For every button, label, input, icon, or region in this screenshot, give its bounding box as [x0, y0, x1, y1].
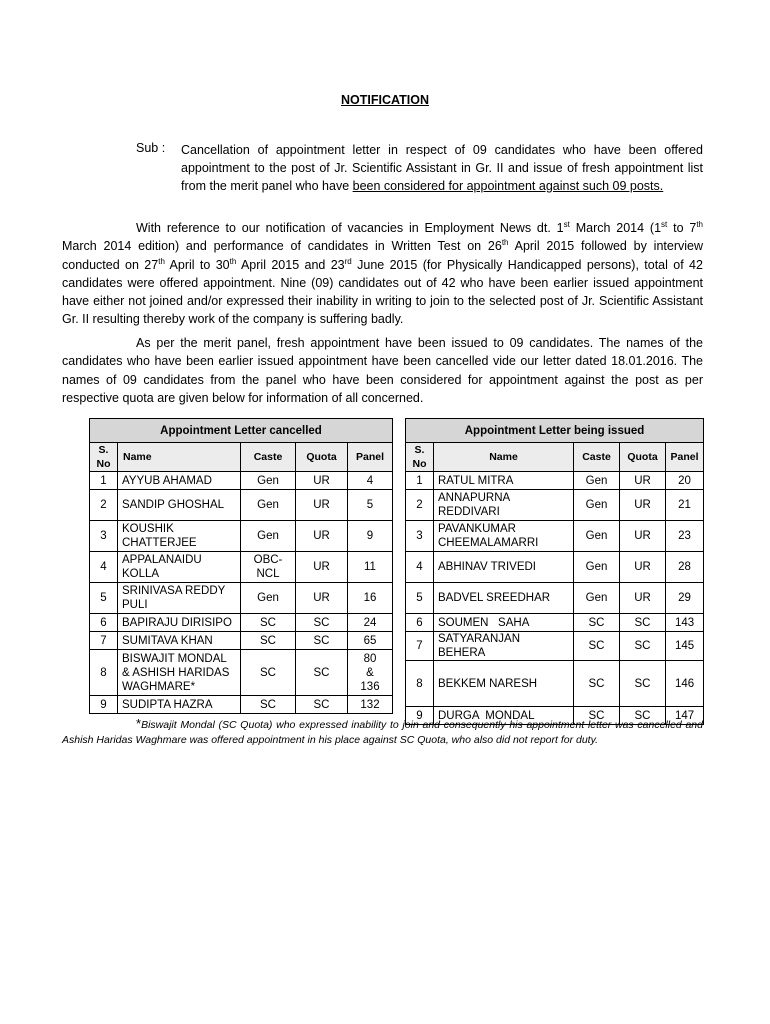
cell-caste: OBC-NCL — [241, 552, 296, 583]
cell-quota: UR — [296, 490, 348, 521]
cell-caste: Gen — [241, 521, 296, 552]
cell-sno: 5 — [406, 583, 434, 614]
cell-quota: SC — [620, 614, 666, 632]
cell-sno: 2 — [90, 490, 118, 521]
cell-quota: SC — [296, 632, 348, 650]
cell-panel: 65 — [348, 632, 393, 650]
cell-quota: SC — [296, 614, 348, 632]
cell-caste: Gen — [574, 521, 620, 552]
cell-name: BADVEL SREEDHAR — [434, 583, 574, 614]
table-row — [90, 650, 393, 696]
cell-name: SUDIPTA HAZRA — [118, 696, 241, 714]
cell-sno: 5 — [90, 583, 118, 614]
cell-sno: 7 — [90, 632, 118, 650]
cell-panel: 29 — [666, 583, 704, 614]
cell-sno: 4 — [406, 552, 434, 583]
cell-name: SRINIVASA REDDY PULI — [118, 583, 241, 614]
p1-text-6: April to 30 — [164, 257, 230, 272]
cell-sno: 1 — [90, 472, 118, 490]
cell-caste: SC — [574, 614, 620, 632]
p1-sup-1: st — [563, 220, 570, 229]
table-row — [90, 521, 393, 552]
cell-name: KOUSHIK CHATTERJEE — [118, 521, 241, 552]
cell-caste: Gen — [241, 490, 296, 521]
p1-text-5: April 2015 followed by interview conducted on 27 — [62, 239, 704, 272]
cell-panel: 80 & 136 — [348, 650, 393, 696]
cell-name: SOUMEN SAHA — [434, 614, 574, 632]
cell-caste: SC — [241, 614, 296, 632]
table-row — [406, 521, 704, 552]
cell-caste: Gen — [574, 490, 620, 521]
cell-sno: 4 — [90, 552, 118, 583]
footnote-star: * — [136, 716, 142, 731]
table-row — [90, 552, 393, 583]
cell-sno: 3 — [406, 521, 434, 552]
cell-quota: SC — [620, 661, 666, 707]
cell-name: RATUL MITRA — [434, 472, 574, 490]
cell-caste: SC — [241, 696, 296, 714]
col-header-panel: Panel — [666, 443, 704, 472]
col-header-quota: Quota — [620, 443, 666, 472]
cell-quota: SC — [296, 696, 348, 714]
cell-caste: Gen — [574, 552, 620, 583]
cell-panel: 9 — [348, 521, 393, 552]
cell-quota: SC — [296, 650, 348, 696]
p1-text-1: With reference to our notification of vacancies in Employment News dt. 1 — [136, 221, 564, 235]
p1-sup-2: st — [661, 220, 668, 229]
subject-text-main: Cancellation of appointment letter in respect of 09 candidates who have been offered appointment to the post of Jr. Scientific Assistant in Gr. II and issue of fresh appointment list from the merit panel who have — [181, 143, 703, 193]
cell-sno: 9 — [90, 696, 118, 714]
cell-quota: UR — [620, 490, 666, 521]
cell-quota: UR — [620, 552, 666, 583]
col-header-panel: Panel — [348, 443, 393, 472]
cell-panel: 24 — [348, 614, 393, 632]
cell-sno: 8 — [90, 650, 118, 696]
col-header-name: Name — [434, 443, 574, 472]
table-row — [90, 696, 393, 714]
table-row — [90, 583, 393, 614]
table-row — [406, 614, 704, 632]
p1-text-4: March 2014 edition) and performance of candidates in Written Test on 26 — [62, 239, 502, 254]
subject-label: Sub : — [136, 141, 166, 155]
cell-panel: 16 — [348, 583, 393, 614]
cell-panel: 4 — [348, 472, 393, 490]
table-row — [406, 583, 704, 614]
table-row — [406, 632, 704, 661]
cell-panel: 28 — [666, 552, 704, 583]
cell-sno: 2 — [406, 490, 434, 521]
table-row — [90, 472, 393, 490]
cell-caste: Gen — [241, 583, 296, 614]
cancelled-table-caption: Appointment Letter cancelled — [90, 419, 393, 443]
p1-sup-4: th — [501, 238, 509, 248]
cell-panel: 21 — [666, 490, 704, 521]
p1-sup-6: th — [229, 256, 237, 266]
cell-caste: SC — [574, 707, 620, 725]
table-row — [406, 490, 704, 521]
cell-panel: 23 — [666, 521, 704, 552]
p1-text-2: March 2014 (1 — [569, 221, 662, 235]
cell-name: SUMITAVA KHAN — [118, 632, 241, 650]
cell-panel: 132 — [348, 696, 393, 714]
cell-panel: 145 — [666, 632, 704, 661]
cell-caste: SC — [574, 661, 620, 707]
cell-caste: SC — [574, 632, 620, 661]
footnote-text: Biswajit Mondal (SC Quota) who expressed inability to join and consequently his appointment letter was cancelled and Ashish Haridas Waghmare was offered appointment in his place against SC Quota, who also did not report for duty. — [62, 719, 703, 746]
table-row — [406, 661, 704, 707]
cell-panel: 5 — [348, 490, 393, 521]
col-header-caste: Caste — [241, 443, 296, 472]
page-title: NOTIFICATION — [341, 93, 429, 107]
cell-sno: 6 — [90, 614, 118, 632]
paragraph-merit-panel: As per the merit panel, fresh appointment have been issued to 09 candidates. The names of the candidates who have been earlier issued appointment have been cancelled vide our letter dated 18.01.2016. The names of 09 candidates from the panel who have been considered for appointment against the post as per respective quota are given below for information of all concerned. — [62, 336, 703, 405]
cell-quota: UR — [296, 521, 348, 552]
cell-caste: Gen — [241, 472, 296, 490]
table-row — [90, 614, 393, 632]
issued-table — [405, 418, 704, 725]
cell-sno: 1 — [406, 472, 434, 490]
cell-name: APPALANAIDU KOLLA — [118, 552, 241, 583]
col-header-caste: Caste — [574, 443, 620, 472]
cell-quota: SC — [620, 707, 666, 725]
cell-caste: Gen — [574, 583, 620, 614]
table-row — [406, 472, 704, 490]
cell-quota: UR — [296, 583, 348, 614]
col-header-quota: Quota — [296, 443, 348, 472]
cell-name: BEKKEM NARESH — [434, 661, 574, 707]
cell-panel: 147 — [666, 707, 704, 725]
cell-quota: UR — [296, 552, 348, 583]
p1-text-8: June 2015 (for Physically Handicapped persons), total of 42 candidates were offered appointment. Nine (09) candidates out of 42 who have been earlier issued appointment have either not joined and/or expressed their inability in writing to join to the selected post of Jr. Scientific Assistant Gr. II resulting thereby work of the company is suffering badly. — [62, 257, 703, 327]
cell-sno: 8 — [406, 661, 434, 707]
p1-text-3: to 7 — [667, 221, 697, 235]
cancelled-table — [89, 418, 393, 714]
table-row — [90, 490, 393, 521]
cell-quota: UR — [620, 583, 666, 614]
cell-name: ABHINAV TRIVEDI — [434, 552, 574, 583]
cell-caste: SC — [241, 632, 296, 650]
table-row — [406, 552, 704, 583]
table-row — [90, 632, 393, 650]
cell-name: AYYUB AHAMAD — [118, 472, 241, 490]
cell-name: ANNAPURNA REDDIVARI — [434, 490, 574, 521]
p1-sup-5: th — [158, 256, 165, 266]
subject-text — [181, 141, 703, 195]
cell-panel: 11 — [348, 552, 393, 583]
cell-panel: 20 — [666, 472, 704, 490]
cell-name: SANDIP GHOSHAL — [118, 490, 241, 521]
paragraph-reference — [62, 219, 703, 329]
cell-sno: 3 — [90, 521, 118, 552]
col-header-sno: S. No — [406, 443, 434, 472]
cell-quota: UR — [296, 472, 348, 490]
cell-quota: UR — [620, 521, 666, 552]
p1-text-7: April 2015 and 23 — [236, 257, 345, 272]
cell-panel: 146 — [666, 661, 704, 707]
cell-sno: 6 — [406, 614, 434, 632]
cell-name: DURGA MONDAL — [434, 707, 574, 725]
subject-text-underlined: been considered for appointment against such 09 posts. — [352, 179, 664, 193]
cell-name: SATYARANJAN BEHERA — [434, 632, 574, 661]
cell-quota: UR — [620, 472, 666, 490]
p1-sup-3: th — [696, 220, 703, 229]
cell-caste: SC — [241, 650, 296, 696]
cell-name: PAVANKUMAR CHEEMALAMARRI — [434, 521, 574, 552]
cell-sno: 7 — [406, 632, 434, 661]
footnote — [62, 716, 703, 748]
cell-panel: 143 — [666, 614, 704, 632]
cell-quota: SC — [620, 632, 666, 661]
p1-sup-7: rd — [344, 256, 352, 266]
cell-sno: 9 — [406, 707, 434, 725]
cell-name: BAPIRAJU DIRISIPO — [118, 614, 241, 632]
issued-table-caption: Appointment Letter being issued — [406, 419, 704, 443]
col-header-name: Name — [118, 443, 241, 472]
cell-caste: Gen — [574, 472, 620, 490]
cell-name: BISWAJIT MONDAL & ASHISH HARIDAS WAGHMARE* — [118, 650, 241, 696]
col-header-sno: S. No — [90, 443, 118, 472]
